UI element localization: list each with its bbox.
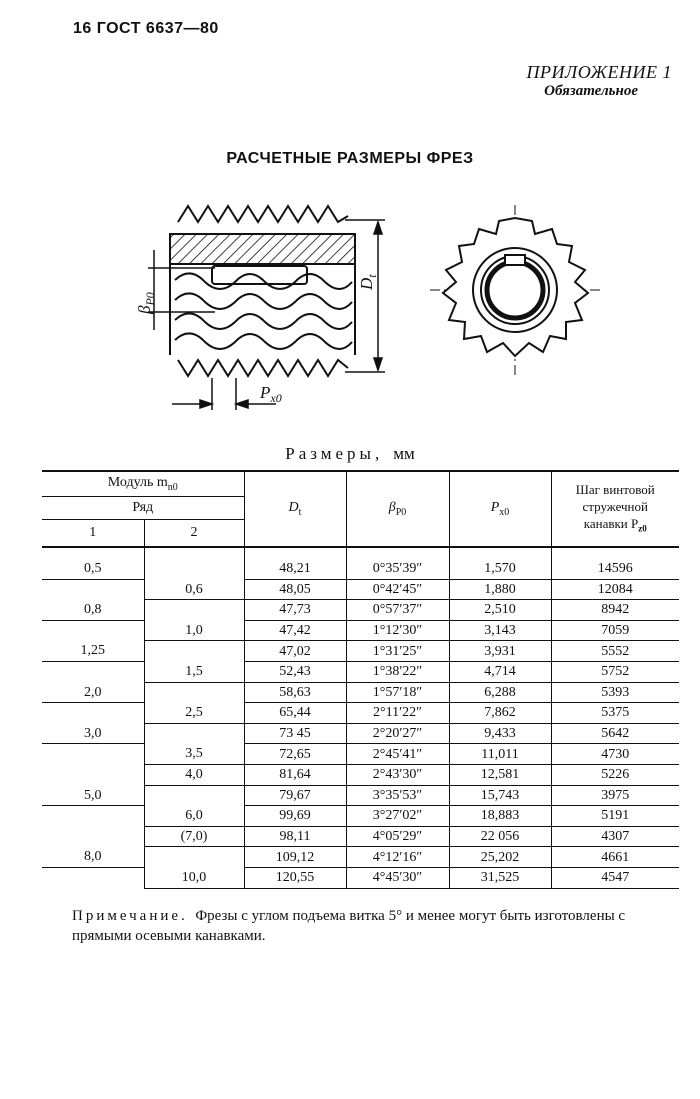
step-value: 5642	[551, 723, 679, 744]
row-2-value: 2,5	[144, 703, 244, 724]
beta-value: 3°35′53″	[346, 785, 449, 806]
beta-value: 2°20′27″	[346, 723, 449, 744]
px-value: 22 056	[449, 826, 551, 847]
step-value: 14596	[551, 559, 679, 579]
footnote: Примечание. Фрезы с углом подъема витка 5° и менее могут быть изготовлены с прямыми осевыми канавками.	[72, 908, 626, 944]
dt-value: 47,42	[244, 620, 346, 641]
appendix-status: Обязательное	[544, 83, 638, 99]
table-row	[42, 703, 679, 724]
step-value: 4547	[551, 867, 679, 888]
row-2-value	[144, 785, 244, 806]
row-1-value: 0,5	[42, 559, 144, 579]
module-header: Модуль $m_{n0}$	[42, 471, 244, 497]
row-2-value	[144, 723, 244, 744]
row-1-value	[42, 806, 144, 827]
dt-dim-label: $D_t$	[357, 274, 379, 290]
row-2-value	[144, 641, 244, 662]
step-value: 4730	[551, 744, 679, 765]
dimensions-table	[42, 470, 679, 889]
step-value: 12084	[551, 579, 679, 600]
dt-value: 81,64	[244, 764, 346, 785]
row-1-value: 1,25	[42, 641, 144, 662]
row-2-value: 1,0	[144, 620, 244, 641]
row-2-value	[144, 847, 244, 868]
row-1-value	[42, 661, 144, 682]
beta-value: 4°05′29″	[346, 826, 449, 847]
beta-value: 0°35′39″	[346, 559, 449, 579]
dt-value: 48,05	[244, 579, 346, 600]
px-value: 3,143	[449, 620, 551, 641]
table-row	[42, 826, 679, 847]
step-value: 5226	[551, 764, 679, 785]
dt-value: 48,21	[244, 559, 346, 579]
step-value: 5552	[551, 641, 679, 662]
beta-value: 0°57′37″	[346, 600, 449, 621]
table-row	[42, 620, 679, 641]
table-row	[42, 579, 679, 600]
hob-front-view	[430, 205, 600, 378]
row2-header: 2	[144, 520, 244, 548]
row-2-value: 3,5	[144, 744, 244, 765]
table-row	[42, 785, 679, 806]
row-2-value: 10,0	[144, 867, 244, 888]
row1-header: 1	[42, 520, 144, 548]
beta-value: 1°38′22″	[346, 661, 449, 682]
row-1-value	[42, 744, 144, 765]
dt-value: 47,73	[244, 600, 346, 621]
beta-value: 1°12′30″	[346, 620, 449, 641]
table-row	[42, 682, 679, 703]
step-header: Шаг винтовой стружечной канавки $P_{z0}$	[551, 471, 679, 547]
dt-value: 79,67	[244, 785, 346, 806]
dt-value: 52,43	[244, 661, 346, 682]
row-1-value	[42, 579, 144, 600]
row-1-value: 8,0	[42, 847, 144, 868]
table-row	[42, 661, 679, 682]
hob-side-view	[170, 206, 355, 376]
px-value: 9,433	[449, 723, 551, 744]
row-1-value	[42, 867, 144, 888]
step-value: 5393	[551, 682, 679, 703]
px-value: 25,202	[449, 847, 551, 868]
row-1-value	[42, 764, 144, 785]
beta-value: 3°27′02″	[346, 806, 449, 827]
px-dim-label: $P_{x0}$	[260, 383, 282, 405]
px-value: 6,288	[449, 682, 551, 703]
table-row	[42, 806, 679, 827]
row-2-value	[144, 559, 244, 579]
beta-value: 4°12′16″	[346, 847, 449, 868]
px-value: 1,570	[449, 559, 551, 579]
px-value: 3,931	[449, 641, 551, 662]
beta-value: 2°11′22″	[346, 703, 449, 724]
table-row	[42, 723, 679, 744]
step-value: 4307	[551, 826, 679, 847]
px-value: 7,862	[449, 703, 551, 724]
step-value: 3975	[551, 785, 679, 806]
dt-header: $D_t$	[244, 471, 346, 547]
beta-value: 4°45′30″	[346, 867, 449, 888]
step-value: 7059	[551, 620, 679, 641]
table-row	[42, 847, 679, 868]
row-1-value	[42, 826, 144, 847]
px-value: 31,525	[449, 867, 551, 888]
row-2-value: (7,0)	[144, 826, 244, 847]
row-2-value	[144, 682, 244, 703]
beta-value: 0°42′45″	[346, 579, 449, 600]
dt-value: 73 45	[244, 723, 346, 744]
beta-dim-label: $\beta_{P0}$	[135, 292, 157, 314]
dt-value: 47,02	[244, 641, 346, 662]
row-2-value: 4,0	[144, 764, 244, 785]
step-value: 4661	[551, 847, 679, 868]
row-1-value	[42, 703, 144, 724]
px-header: $P_{x0}$	[449, 471, 551, 547]
table-row	[42, 600, 679, 621]
px-value: 15,743	[449, 785, 551, 806]
px-value: 11,011	[449, 744, 551, 765]
row-1-value: 0,8	[42, 600, 144, 621]
row-1-value: 5,0	[42, 785, 144, 806]
row-1-value	[42, 620, 144, 641]
dt-value: 72,65	[244, 744, 346, 765]
table-row	[42, 764, 679, 785]
beta-header: $\beta_{P0}$	[346, 471, 449, 547]
row-2-value: 1,5	[144, 661, 244, 682]
px-value: 18,883	[449, 806, 551, 827]
table-row	[42, 641, 679, 662]
step-value: 5752	[551, 661, 679, 682]
table-row	[42, 744, 679, 765]
row-1-value: 2,0	[42, 682, 144, 703]
px-value: 12,581	[449, 764, 551, 785]
page-header: 16 ГОСТ 6637—80	[73, 20, 219, 37]
dt-value: 58,63	[244, 682, 346, 703]
step-value: 5191	[551, 806, 679, 827]
beta-value: 2°45′41″	[346, 744, 449, 765]
beta-value: 2°43′30″	[346, 764, 449, 785]
row-2-value: 0,6	[144, 579, 244, 600]
table-row	[42, 559, 679, 579]
step-value: 8942	[551, 600, 679, 621]
dt-value: 120,55	[244, 867, 346, 888]
row-header: Ряд	[42, 497, 244, 520]
row-2-value: 6,0	[144, 806, 244, 827]
px-value: 2,510	[449, 600, 551, 621]
row-1-value: 3,0	[42, 723, 144, 744]
appendix-title: ПРИЛОЖЕНИЕ 1	[526, 62, 672, 82]
beta-value: 1°31′25″	[346, 641, 449, 662]
dt-value: 98,11	[244, 826, 346, 847]
step-value: 5375	[551, 703, 679, 724]
dt-value: 109,12	[244, 847, 346, 868]
table-row	[42, 867, 679, 888]
row-2-value	[144, 600, 244, 621]
px-value: 1,880	[449, 579, 551, 600]
cutter-drawing	[0, 0, 700, 440]
dt-value: 65,44	[244, 703, 346, 724]
table-caption: Размеры, мм	[285, 444, 415, 463]
beta-value: 1°57′18″	[346, 682, 449, 703]
dt-value: 99,69	[244, 806, 346, 827]
px-value: 4,714	[449, 661, 551, 682]
section-title: РАСЧЕТНЫЕ РАЗМЕРЫ ФРЕЗ	[226, 150, 474, 167]
